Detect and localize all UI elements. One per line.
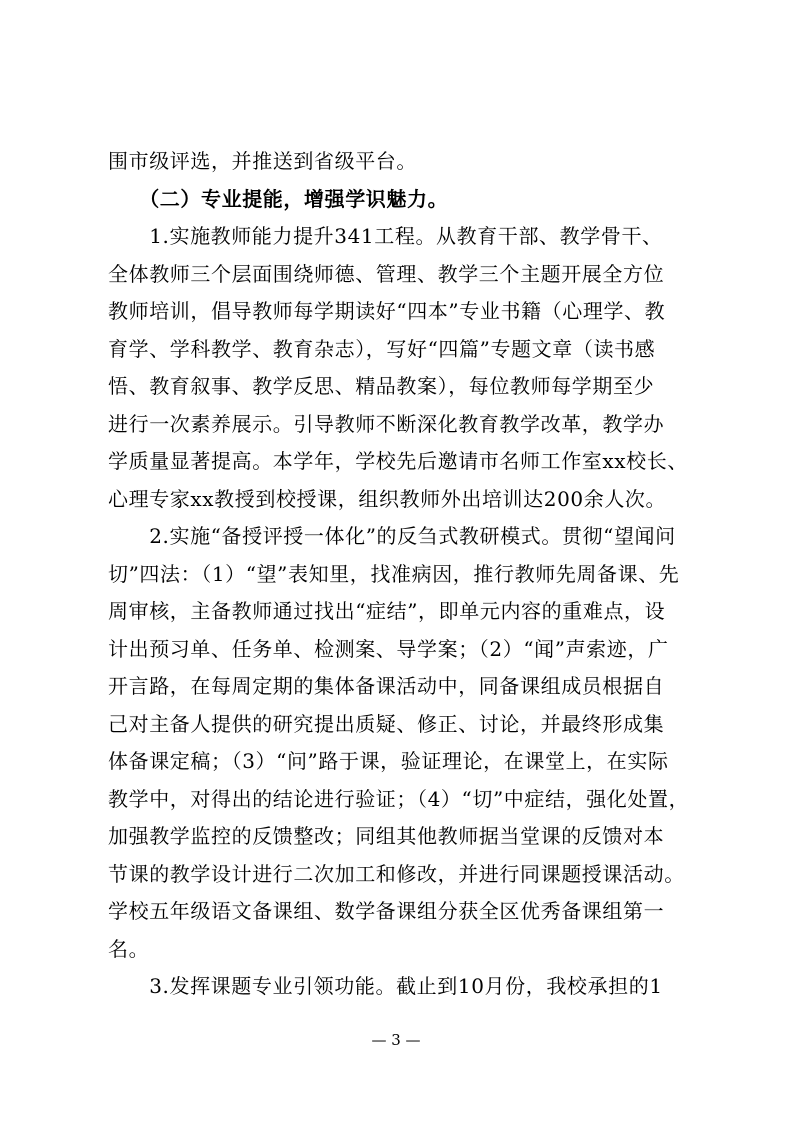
page-number: — 3 — [371, 1031, 421, 1049]
text-line: 3.发挥课题专业引领功能。截止到10月份，我校承担的1 [108, 974, 663, 998]
text-line: 悟、教育叙事、教学反思、精品教案），每位教师每学期至少 [108, 374, 655, 398]
text-line: 育学、学科教学、教育杂志），写好“四篇”专题文章（读书感 [108, 336, 656, 361]
text-line: 切”四法：（1）“望”表知里，找准病因，推行教师先周备课、先 [108, 561, 680, 586]
text-line: 心理专家xx教授到校授课，组织教师外出培训达200余人次。 [108, 486, 667, 511]
text-line: 全体教师三个层面围绕师德、管理、教学三个主题开展全方位 [108, 261, 665, 286]
text-line: 围市级评选，并推送到省级平台。 [108, 149, 417, 173]
text-line: 进行一次素养展示。引导教师不断深化教育教学改革，教学办 [108, 411, 665, 436]
text-line: 己对主备人提供的研究提出质疑、修正、讨论，并最终形成集 [108, 711, 665, 736]
text-line: 学质量显著提高。本学年，学校先后邀请市名师工作室xx校长、 [108, 449, 688, 473]
text-line: 教师培训，倡导教师每学期读好“四本”专业书籍（心理学、教 [108, 299, 666, 323]
text-line: 2.实施“备授评授一体化”的反刍式教研模式。贯彻“望闻问 [108, 524, 676, 548]
text-line: 学校五年级语文备课组、数学备课组分获全区优秀备课组第一 [108, 899, 665, 923]
text-line: 周审核，主备教师通过找出“症结”，即单元内容的重难点，设 [108, 599, 666, 623]
text-line: 教学中，对得出的结论进行验证；（4）“切”中症结，强化处置， [108, 786, 690, 811]
text-line: 体备课定稿；（3）“问”路于课，验证理论，在课堂上，在实际 [108, 749, 669, 773]
text-line: 计出预习单、任务单、检测案、导学案；（2）“闻”声索迹，广 [108, 636, 669, 661]
text-line: 名。 [108, 936, 150, 961]
text-line: 1.实施教师能力提升341工程。从教育干部、教学骨干、 [108, 224, 663, 248]
text-line: 加强教学监控的反馈整改；同组其他教师据当堂课的反馈对本 [108, 824, 665, 848]
text-line: 开言路，在每周定期的集体备课活动中，同备课组成员根据自 [108, 674, 665, 698]
section-heading: （二）专业提能，增强学识魅力。 [108, 186, 449, 211]
text-line: 节课的教学设计进行二次加工和修改，并进行同课题授课活动。 [108, 861, 685, 886]
